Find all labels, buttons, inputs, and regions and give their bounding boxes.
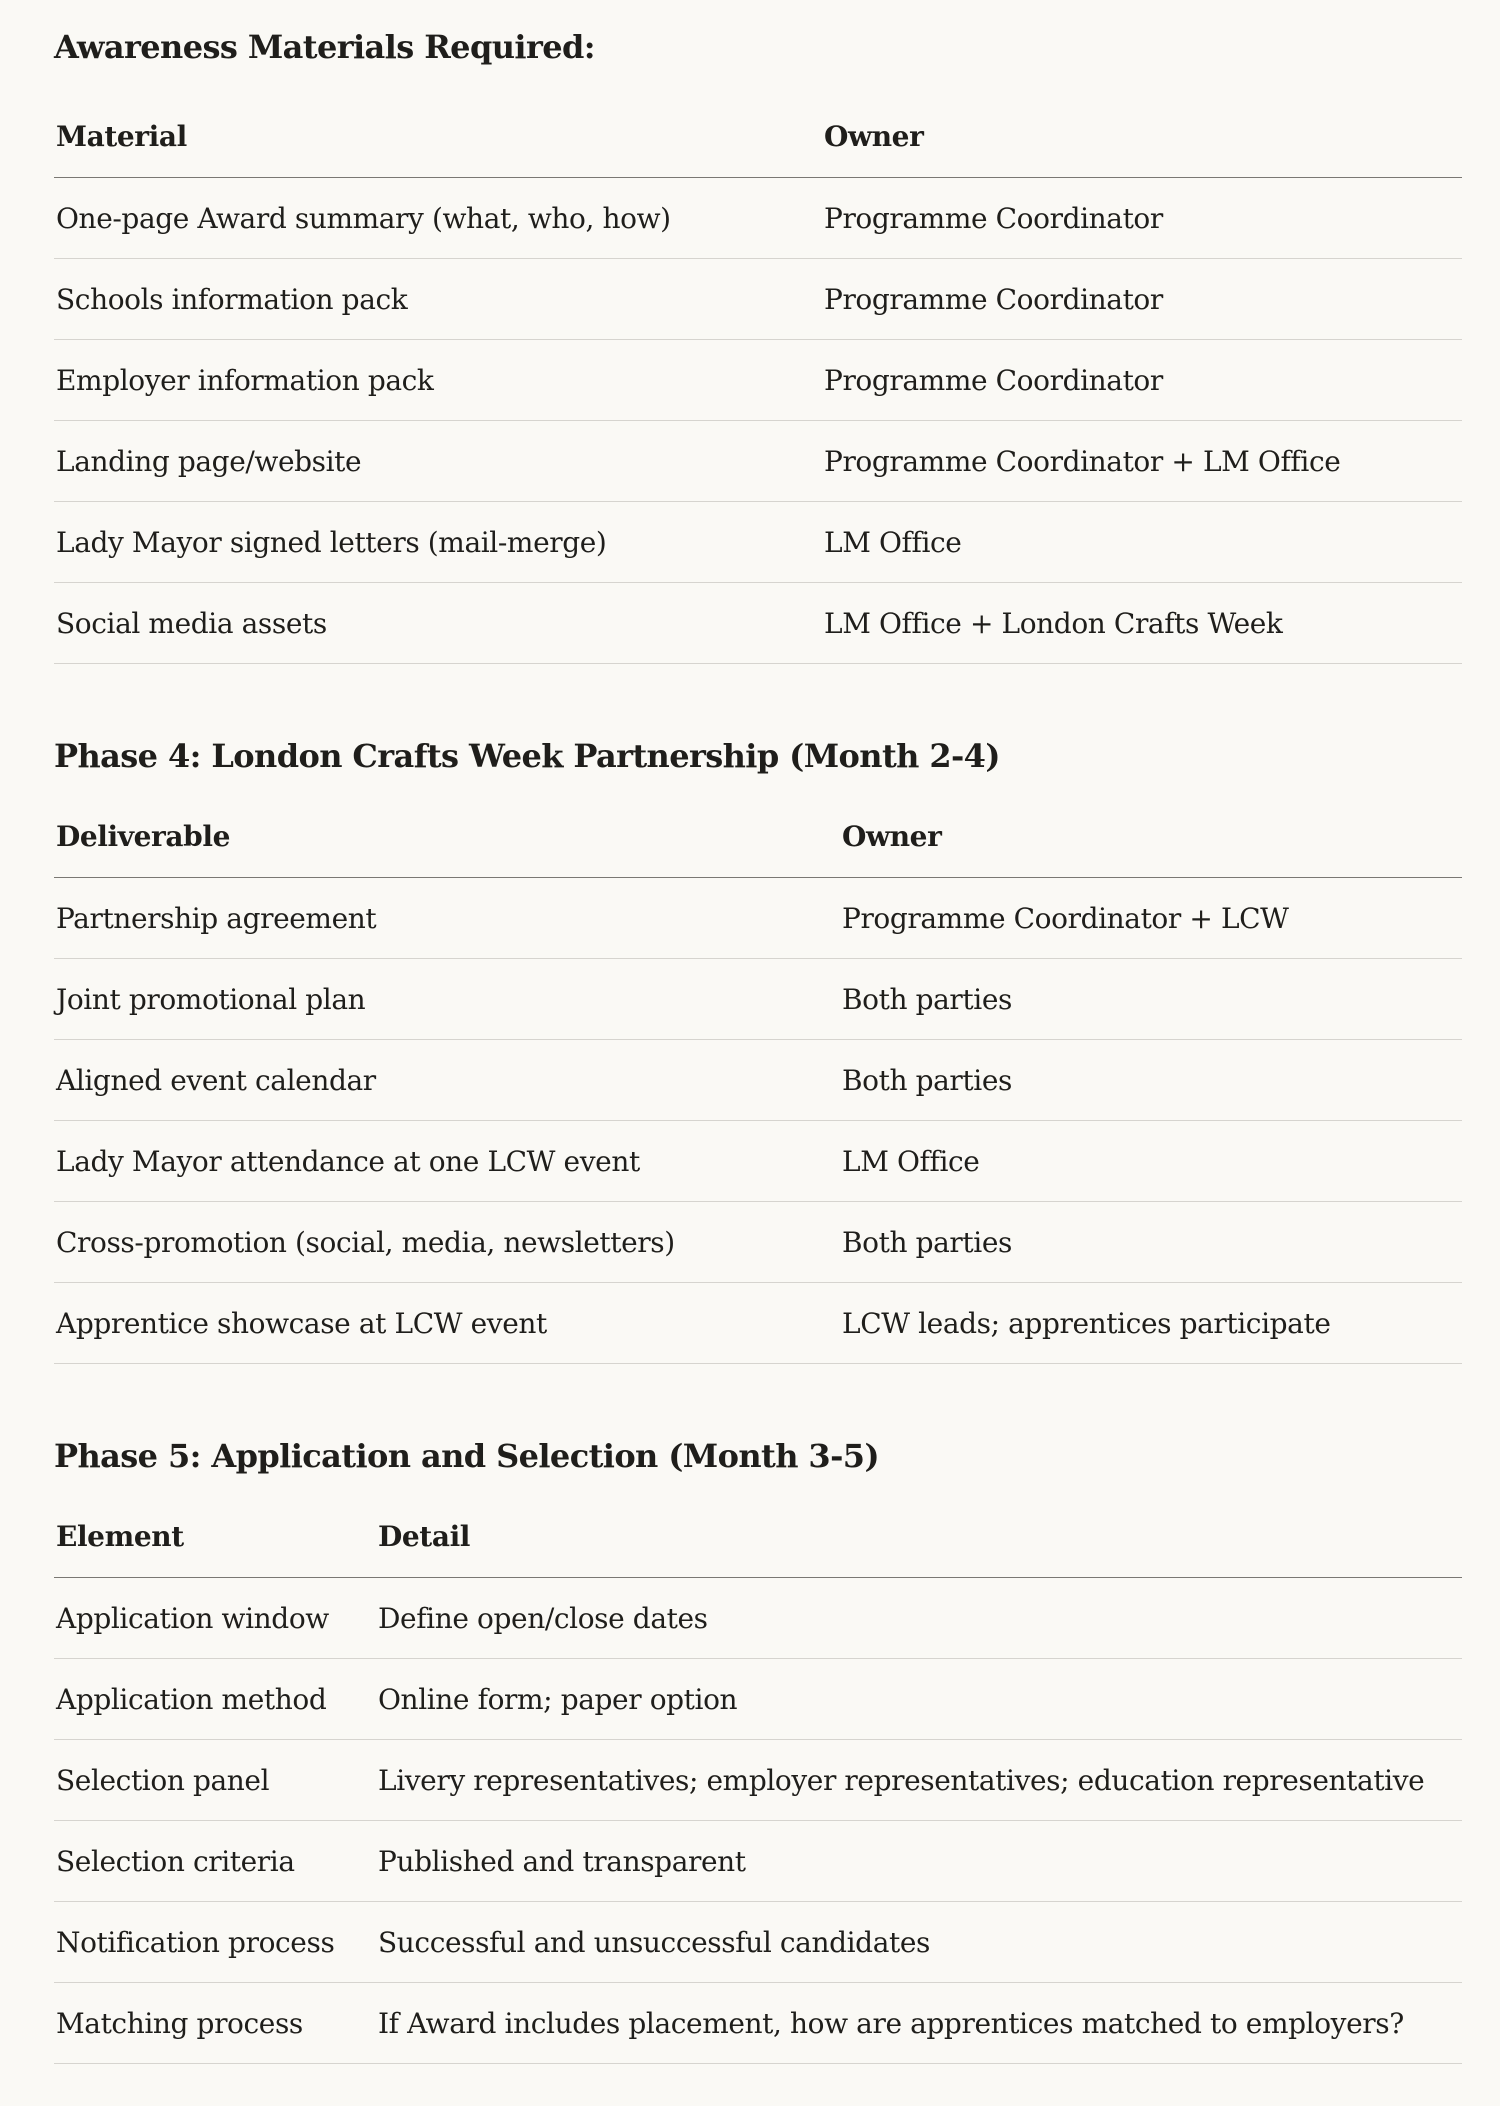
phase-4-title: Phase 4: London Crafts Week Partnership (Month 2-4) <box>54 737 1000 775</box>
cell-owner: Both parties <box>840 1202 1462 1283</box>
cell-detail: Published and transparent <box>376 1821 1462 1902</box>
cell-material: Employer information pack <box>54 340 822 421</box>
column-header-material: Material <box>54 96 822 178</box>
table-row <box>54 1283 1462 1364</box>
column-header-detail: Detail <box>376 1496 1462 1578</box>
table-header-row <box>54 96 1462 178</box>
phase-5-table <box>54 1496 1462 2064</box>
cell-owner: Both parties <box>840 1040 1462 1121</box>
table-row <box>54 1821 1462 1902</box>
table-row <box>54 878 1462 959</box>
table-row <box>54 1040 1462 1121</box>
cell-owner: LM Office + London Crafts Week <box>822 583 1462 664</box>
cell-detail: Online form; paper option <box>376 1659 1462 1740</box>
cell-element: Application method <box>54 1659 376 1740</box>
cell-owner: Programme Coordinator + LM Office <box>822 421 1462 502</box>
cell-material: Social media assets <box>54 583 822 664</box>
table-row <box>54 421 1462 502</box>
cell-deliverable: Cross-promotion (social, media, newsletters) <box>54 1202 840 1283</box>
cell-detail: Successful and unsuccessful candidates <box>376 1902 1462 1983</box>
cell-element: Selection panel <box>54 1740 376 1821</box>
table-row <box>54 502 1462 583</box>
cell-element: Matching process <box>54 1983 376 2064</box>
table-row <box>54 959 1462 1040</box>
cell-owner: LCW leads; apprentices participate <box>840 1283 1462 1364</box>
awareness-materials-title: Awareness Materials Required: <box>54 28 595 66</box>
cell-element: Application window <box>54 1578 376 1659</box>
cell-material: One-page Award summary (what, who, how) <box>54 178 822 259</box>
phase-5-title: Phase 5: Application and Selection (Month 3-5) <box>54 1437 879 1475</box>
table-row <box>54 259 1462 340</box>
cell-owner: Programme Coordinator <box>822 259 1462 340</box>
cell-deliverable: Lady Mayor attendance at one LCW event <box>54 1121 840 1202</box>
table-row <box>54 1202 1462 1283</box>
table-row <box>54 1659 1462 1740</box>
table-row <box>54 1902 1462 1983</box>
cell-owner: Programme Coordinator <box>822 178 1462 259</box>
cell-deliverable: Joint promotional plan <box>54 959 840 1040</box>
cell-detail: Livery representatives; employer representatives; education representative <box>376 1740 1462 1821</box>
table-row <box>54 1740 1462 1821</box>
cell-owner: LM Office <box>822 502 1462 583</box>
cell-deliverable: Apprentice showcase at LCW event <box>54 1283 840 1364</box>
cell-deliverable: Partnership agreement <box>54 878 840 959</box>
cell-material: Lady Mayor signed letters (mail-merge) <box>54 502 822 583</box>
cell-detail: If Award includes placement, how are apprentices matched to employers? <box>376 1983 1462 2064</box>
table-row <box>54 1578 1462 1659</box>
phase-4-table <box>54 796 1462 1364</box>
cell-owner: Programme Coordinator + LCW <box>840 878 1462 959</box>
cell-element: Selection criteria <box>54 1821 376 1902</box>
table-header-row <box>54 1496 1462 1578</box>
cell-material: Landing page/website <box>54 421 822 502</box>
column-header-element: Element <box>54 1496 376 1578</box>
cell-material: Schools information pack <box>54 259 822 340</box>
table-row <box>54 178 1462 259</box>
cell-element: Notification process <box>54 1902 376 1983</box>
column-header-deliverable: Deliverable <box>54 796 840 878</box>
column-header-owner: Owner <box>822 96 1462 178</box>
cell-owner: Programme Coordinator <box>822 340 1462 421</box>
cell-detail: Define open/close dates <box>376 1578 1462 1659</box>
column-header-owner: Owner <box>840 796 1462 878</box>
table-row <box>54 1121 1462 1202</box>
table-row <box>54 583 1462 664</box>
cell-owner: LM Office <box>840 1121 1462 1202</box>
table-row <box>54 340 1462 421</box>
table-header-row <box>54 796 1462 878</box>
table-row <box>54 1983 1462 2064</box>
cell-owner: Both parties <box>840 959 1462 1040</box>
awareness-materials-table <box>54 96 1462 664</box>
cell-deliverable: Aligned event calendar <box>54 1040 840 1121</box>
